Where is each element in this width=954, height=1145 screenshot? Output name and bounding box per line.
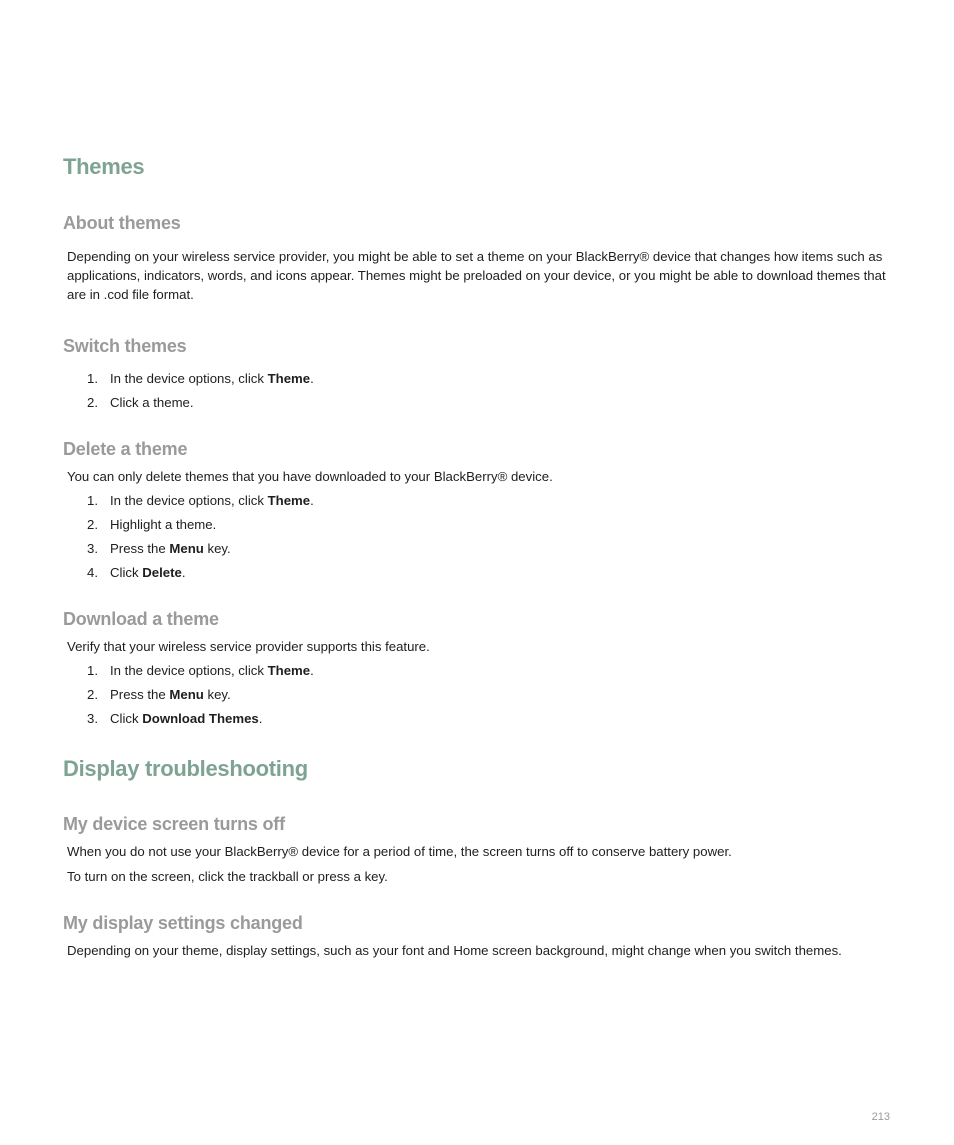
download-step-1 — [87, 661, 314, 680]
about-themes-text: Depending on your wireless service provider, you might be able to set a theme on your BlackBerry® device that changes how items such as applications, indicators, words, and icons appear. Themes might be preloaded on your device, or you might be able to download themes that are in .cod file format. — [67, 249, 886, 302]
download-step-3 — [87, 709, 262, 728]
step-text: Press the — [110, 541, 170, 556]
download-step-2 — [87, 685, 231, 704]
step-ui-term: Menu — [169, 541, 204, 556]
step-number: 3. — [87, 711, 98, 726]
step-text-end: . — [181, 565, 186, 580]
step-text: Press the — [110, 687, 170, 702]
delete-step-2 — [87, 515, 216, 534]
section-title-display-troubleshooting: Display troubleshooting — [63, 756, 308, 781]
heading-screen-turns-off: My device screen turns off — [63, 814, 285, 834]
step-number: 1. — [87, 493, 98, 508]
page-number: 213 — [871, 1111, 890, 1123]
step-number: 4. — [87, 565, 98, 580]
step-text: In the device options, click — [110, 663, 268, 678]
step-text-end: key. — [203, 687, 231, 702]
step-text: In the device options, click — [110, 493, 268, 508]
section-title-themes: Themes — [63, 154, 145, 179]
step-ui-term: Menu — [169, 687, 204, 702]
heading-display-settings-changed: My display settings changed — [63, 913, 303, 933]
step-text: In the device options, click — [110, 371, 268, 386]
step-number: 1. — [87, 371, 98, 386]
step-ui-term: Theme — [267, 493, 311, 508]
step-number: 1. — [87, 663, 98, 678]
step-number: 2. — [87, 395, 98, 410]
step-text-end: key. — [203, 541, 231, 556]
step-number: 3. — [87, 541, 98, 556]
heading-delete-theme: Delete a theme — [63, 439, 188, 459]
download-theme-intro: Verify that your wireless service provider supports this feature. — [67, 639, 430, 654]
heading-switch-themes: Switch themes — [63, 336, 187, 356]
delete-step-1 — [87, 491, 314, 510]
step-text: Highlight a theme. — [110, 517, 217, 532]
step-ui-term: Theme — [267, 371, 311, 386]
delete-step-3 — [87, 539, 231, 558]
screen-off-text-2: To turn on the screen, click the trackball or press a key. — [67, 869, 388, 884]
heading-about-themes: About themes — [63, 213, 181, 233]
step-ui-term: Delete — [142, 565, 182, 580]
step-text-end: . — [310, 371, 314, 386]
step-number: 2. — [87, 517, 98, 532]
step-text-end: . — [258, 711, 263, 726]
screen-off-text-1: When you do not use your BlackBerry® device for a period of time, the screen turns off to conserve battery power. — [67, 844, 732, 859]
step-number: 2. — [87, 687, 98, 702]
delete-theme-intro: You can only delete themes that you have downloaded to your BlackBerry® device. — [67, 469, 553, 484]
step-text: Click — [110, 711, 143, 726]
step-text: Click — [110, 565, 143, 580]
step-ui-term: Download Themes — [142, 711, 259, 726]
display-settings-text: Depending on your theme, display settings, such as your font and Home screen background, might change when you switch themes. — [67, 943, 842, 958]
switch-step-1 — [87, 369, 314, 388]
step-ui-term: Theme — [267, 663, 311, 678]
step-text-end: . — [310, 493, 314, 508]
heading-download-theme: Download a theme — [63, 609, 219, 629]
step-text: Click a theme. — [110, 395, 194, 410]
step-text-end: . — [310, 663, 314, 678]
delete-step-4 — [87, 563, 186, 582]
switch-step-2 — [87, 393, 194, 412]
